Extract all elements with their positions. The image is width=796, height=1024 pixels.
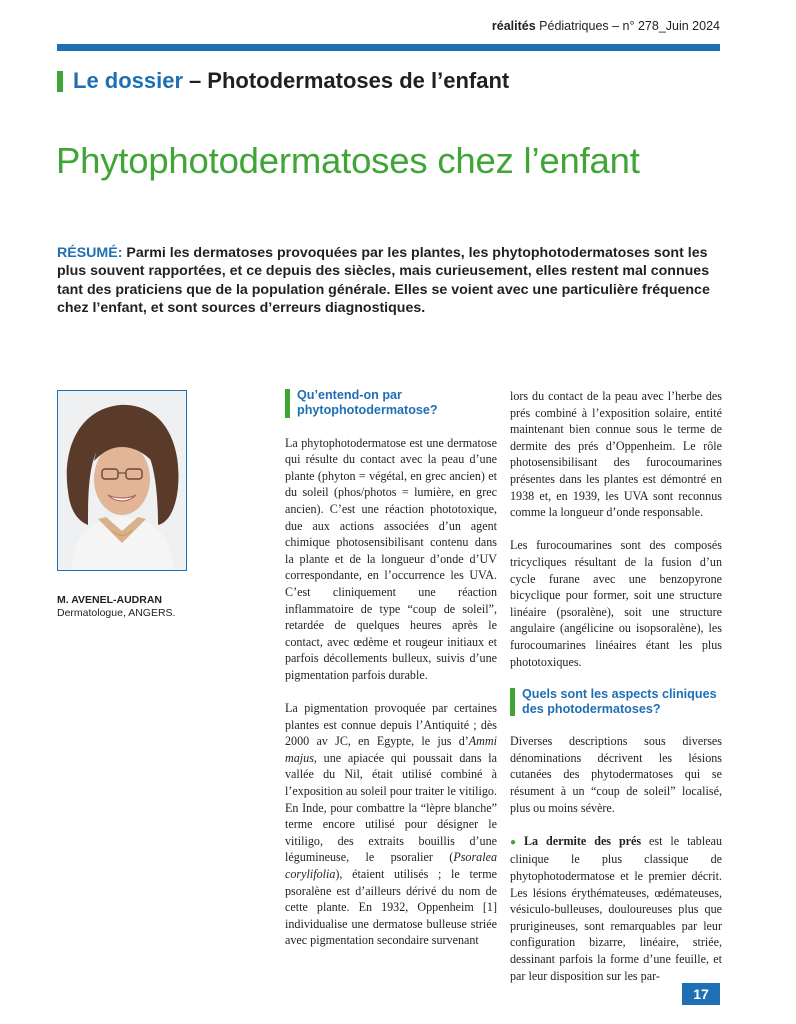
green-marker: [57, 71, 63, 92]
page-number: 17: [682, 983, 720, 1005]
bullet-icon: ●: [510, 836, 521, 848]
header-rule: [57, 44, 720, 51]
history-text-part-3: ), étaient utilisés ; le terme psoralène est d’ailleurs dérivé du nom de cette plante. En 1932, Oppenheim [1] individualise une dermatose bulleuse striée avec pigmentation secondaire survenant: [285, 867, 497, 948]
history-text-part-1: La pigmentation provoquée par certaines plantes est connue depuis l’Antiquité ; dès 2000 av JC, en Egypte, le jus d’: [285, 701, 497, 749]
term-dermite-des-pres: La dermite des prés: [523, 833, 642, 848]
section-heading-clinical: Quels sont les aspects cliniques des photodermatoses?: [510, 687, 722, 718]
paragraph-furocoumarins: Les furocoumarines sont des composés tricycliques résultant de la fusion d’un cycle furane avec une benzopyrone bicyclique pour former, soit une structure linéaire (psoralène), soit une structure angulaire (angélicine ou isopsoralène), les furocoumarines linéaires étant les plus phototoxiques.: [510, 538, 722, 669]
dermite-description: est le tableau clinique le plus classique de phytophotodermatose et le premier décrit. Les lésions érythémateuses, œdémateuses, vésiculo-bulleuses, douloureuses plus que prurigineuses, sont remarquables par leur configuration bizarre, linéaire, striée, dessinant parfois la forme d’une feuille, et par leur disposition sur les par-: [510, 833, 722, 983]
history-text-part-3: lors du contact de la peau avec l’herbe des prés combiné à l’exposition solaire, entité maintenant bien connue sous le terme de dermite des prés d’Oppenheim. Le rôle photosensibilisant des furocoumarines présentes dans les plantes est démontré en 1938 et, en 1939, les UVA sont reconnus comme la longueur d’onde responsable.: [510, 389, 722, 520]
dossier-separator: –: [189, 68, 202, 93]
paragraph-history-continued: [510, 388, 722, 521]
dossier-label: Le dossier: [73, 68, 184, 93]
article-title: Phytophotodermatoses chez l’enfant: [56, 140, 640, 181]
running-header: [492, 19, 720, 33]
abstract-text: Parmi les dermatoses provoquées par les plantes, les phytophotodermatoses sont les plus souvent rapportées, et ce depuis des siècles, mais curieusement, elles restent mal connues tant des praticiens que de la population générale. Elles se voient avec une particulière fréquence chez l’enfant, et sont sources d’erreurs diagnostiques.: [57, 245, 710, 316]
species-psoralea: Psoralea corylifolia: [285, 850, 497, 882]
paragraph-definition: La phytophotodermatose est une dermatose qui résulte du contact avec la peau d’une plante (phyton = végétal, en grec ancien) et du soleil (phos/photos = lumière, en grec ancien). C’est une réaction phototoxique, due aux actions associées d’un agent chimique photosensibilisant contenu dans la plante et de la longueur d’onde d’UV correspondante, en l’occurrence les UVA. C’est cliniquement une réaction inflammatoire de type “coup de soleil”, retardée de quelques heures après le contact, avec œdème et rougeur initiaux et parfois décollements bulleux, suivis d’une pigmentation parfois durable.: [285, 435, 497, 682]
history-text-part-2: , une apiacée qui poussait dans la vallée du Nil, était utilisé combiné à l’exposition au soleil pour traiter le vitiligo. En Inde, pour combattre la “lèpre blanche” terme encore utilisé pour désigner le vitiligo, des extraits bouillis d’une légumineuse, le psoralier (: [285, 750, 497, 865]
dossier-topic: Photodermatoses de l’enfant: [207, 68, 510, 93]
issue-info: Pédiatriques – n° 278_Juin 2024: [539, 19, 720, 33]
author-name: M. AVENEL-AUDRAN: [57, 594, 162, 606]
paragraph-clinical-intro: Diverses descriptions sous diverses dénominations décrivent les lésions cutanées des phytodermatoses qui se résument à un “coup de soleil” localisé, plus ou moins sévère.: [510, 734, 722, 815]
author-affiliation: Dermatologue, ANGERS.: [57, 607, 176, 619]
paragraph-dermite-des-pres: [510, 833, 722, 984]
species-ammi-majus: Ammi majus: [285, 734, 497, 765]
author-block: [57, 594, 175, 620]
portrait-illustration: [58, 391, 186, 570]
journal-name: réalités: [491, 19, 536, 33]
text-column-right: [510, 388, 722, 1001]
author-photo: [57, 390, 187, 571]
section-heading-definition: Qu’entend-on par phytophotodermatose?: [285, 388, 497, 419]
text-column-left: [285, 388, 497, 966]
abstract-label: RÉSUMÉ:: [57, 245, 123, 261]
section-banner: [57, 66, 509, 96]
abstract: [57, 244, 723, 317]
paragraph-history: [285, 700, 497, 949]
